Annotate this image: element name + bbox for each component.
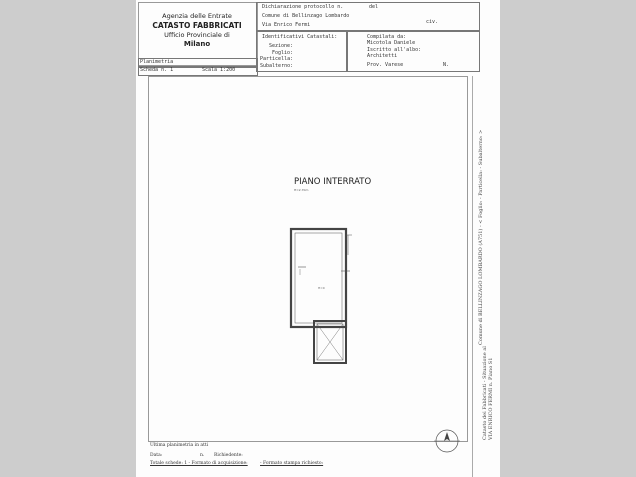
ufficio-label: Ufficio Provinciale di [164, 31, 230, 39]
comune-value: Comune di Bellinzago Lombardo [262, 13, 350, 19]
agency-name: Agenzia delle Entrate [162, 12, 232, 20]
street-value: Via Enrico Fermi [262, 22, 311, 28]
side-address-text: VIA ENRICO FERMI n. Piano S1 [488, 357, 494, 440]
sezione-label: Sezione: [269, 43, 294, 49]
footer-applicant-label: Richiedente: [214, 453, 243, 458]
plan-subtitle: H=2.70m [294, 188, 309, 192]
compiler-name: Micotola Daniele [367, 40, 416, 46]
protocol-label: Dichiarazione protocollo n. [262, 4, 344, 10]
identifiers-title: Identificativi Catastali: [262, 34, 338, 40]
particella-label: Particella: [260, 56, 294, 62]
footer-print-format: - Formato stampa richiesto: [260, 461, 324, 466]
room-height-label: H=0 [318, 286, 325, 290]
right-strip-divider [472, 76, 473, 477]
plan-title: PIANO INTERRATO [294, 177, 372, 187]
compiled-by-label: Compilata da: [367, 34, 407, 40]
catasto-title: CATASTO FABBRICATI [152, 21, 242, 30]
scale-label: Scala 1:200 [202, 67, 236, 73]
planimetria-label: Planimetria [140, 59, 174, 65]
foglio-label: Foglio: [272, 50, 294, 56]
footer-total-sheets: Totale schede: 1 - Formato di acquisizione: [150, 461, 248, 466]
north-arrow-icon [432, 426, 462, 456]
floor-plan-drawing [286, 225, 361, 371]
side-municipality-text: Comune di BELLINZAGO LOMBARDO (A751) - < Foglio: - Particella: - Subalterno: > [478, 129, 484, 345]
side-catasto-text: Catasto dei Fabbricati - Situazione al [482, 346, 488, 440]
scheda-number: Scheda n. 1 [140, 67, 174, 73]
number-label: N. [443, 62, 450, 68]
registered-label: Iscritto all'albo: [367, 47, 422, 53]
footer-n-label: n. [200, 453, 205, 458]
last-plan-note: Ultima planimetria in atti [150, 443, 209, 448]
office-city: Milano [183, 40, 211, 48]
subalterno-label: Subalterno: [260, 63, 294, 69]
register-value: Architetti [367, 53, 398, 59]
province-label: Prov. Varese [367, 62, 404, 68]
cadastral-sheet [136, 0, 500, 477]
protocol-del: del [369, 4, 379, 10]
footer-date-label: Data: [150, 453, 163, 458]
civic-label: civ. [426, 19, 439, 25]
